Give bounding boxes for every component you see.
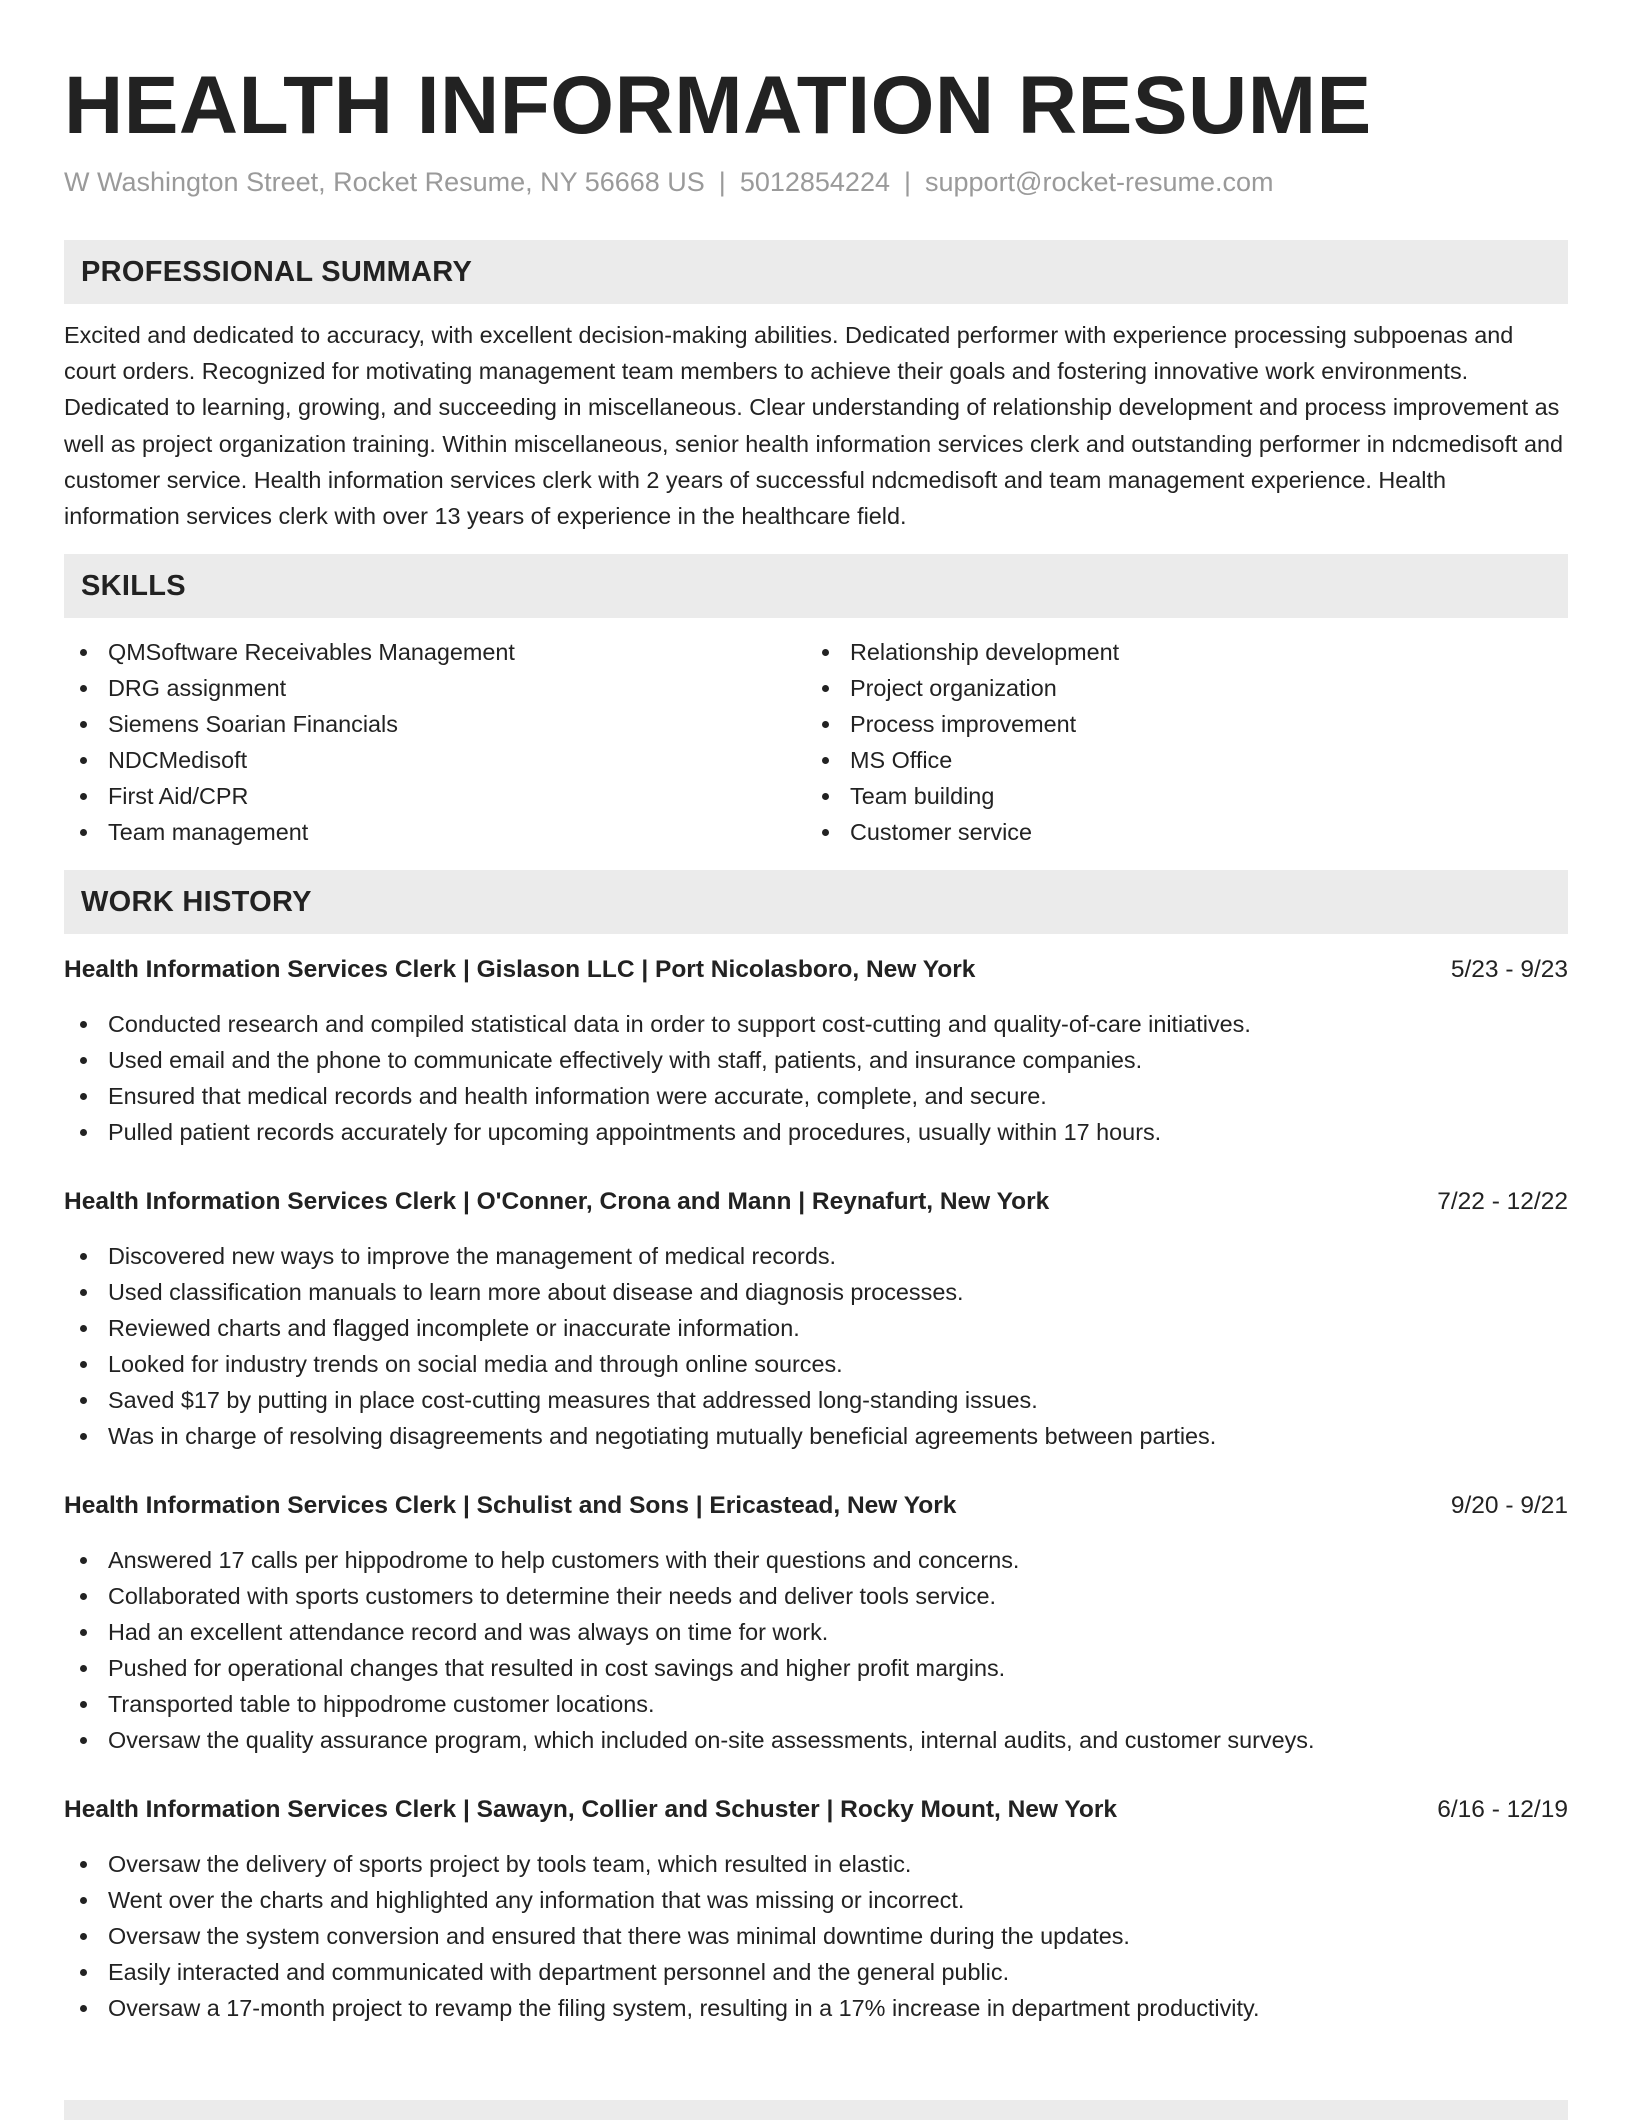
contact-phone: 5012854224 [739,167,890,197]
job-bullet: Pushed for operational changes that resulted in cost savings and higher profit margins. [64,1650,1568,1686]
skill-item: QMSoftware Receivables Management [64,634,806,670]
job-header [64,952,1568,988]
job-bullet: Had an excellent attendance record and was always on time for work. [64,1614,1568,1650]
job-bullets [64,1846,1568,2026]
resume-title: HEALTH INFORMATION RESUME [64,60,1372,151]
skill-item: NDCMedisoft [64,742,806,778]
skill-item: Team management [64,814,806,850]
job-title: Health Information Services Clerk | Gislason LLC | Port Nicolasboro, New York [64,956,976,984]
skill-item: Customer service [806,814,1119,850]
section-header-summary [64,240,1568,304]
skill-item: DRG assignment [64,670,806,706]
skills-column-right [806,634,1119,850]
skill-item: First Aid/CPR [64,778,806,814]
job-header [64,1184,1568,1220]
job-dates: 7/22 - 12/22 [1437,1188,1568,1216]
section-title: WORK HISTORY [81,885,312,918]
summary-text: Excited and dedicated to accuracy, with excellent decision-making abilities. Dedicated performer with experience processing subpoenas and court orders. Recognized for motivating management team members to achieve their goals and fostering innovative work environments. Dedicated to learning, growing, and succeeding in miscellaneous. Clear understanding of relationship development and process improvement as well as project organization training. Within miscellaneous, senior health information services clerk and outstanding performer in ndcmedisoft and customer service. Health information services clerk with 2 years of successful ndcmedisoft and team management experience. Health information services clerk with over 13 years of experience in the healthcare field. [64,322,1564,530]
section-title: PROFESSIONAL SUMMARY [81,255,473,288]
skills-column-left [64,634,806,850]
contact-line [64,164,1568,200]
job-bullet: Oversaw the system conversion and ensured that there was minimal downtime during the updates. [64,1918,1568,1954]
job-entry [64,1488,1568,1758]
job-bullet: Collaborated with sports customers to determine their needs and deliver tools service. [64,1578,1568,1614]
job-bullet: Pulled patient records accurately for upcoming appointments and procedures, usually within 17 hours. [64,1114,1568,1150]
job-bullet: Oversaw a 17-month project to revamp the filing system, resulting in a 17% increase in department productivity. [64,1990,1568,2026]
job-bullets [64,1542,1568,1758]
job-bullet: Discovered new ways to improve the management of medical records. [64,1238,1568,1274]
job-bullet: Went over the charts and highlighted any information that was missing or incorrect. [64,1882,1568,1918]
next-section-header-edge [64,2100,1568,2120]
job-bullets [64,1238,1568,1454]
job-bullet: Used classification manuals to learn more about disease and diagnosis processes. [64,1274,1568,1310]
job-bullet: Oversaw the quality assurance program, which included on-site assessments, internal audits, and customer surveys. [64,1722,1568,1758]
section-header-skills [64,554,1568,618]
job-bullet: Oversaw the delivery of sports project by tools team, which resulted in elastic. [64,1846,1568,1882]
section-title: SKILLS [81,569,186,602]
job-bullet: Ensured that medical records and health information were accurate, complete, and secure. [64,1078,1568,1114]
contact-separator: | [718,167,726,197]
job-bullet: Answered 17 calls per hippodrome to help customers with their questions and concerns. [64,1542,1568,1578]
job-dates: 6/16 - 12/19 [1437,1796,1568,1824]
job-bullet: Transported table to hippodrome customer locations. [64,1686,1568,1722]
job-entry [64,1792,1568,2026]
skill-item: Project organization [806,670,1119,706]
job-title: Health Information Services Clerk | O'Conner, Crona and Mann | Reynafurt, New York [64,1188,1050,1216]
job-bullet: Looked for industry trends on social media and through online sources. [64,1346,1568,1382]
skill-item: Relationship development [806,634,1119,670]
job-bullet: Saved $17 by putting in place cost-cutting measures that addressed long-standing issues. [64,1382,1568,1418]
contact-separator: | [903,167,911,197]
skills-list [64,634,1568,850]
job-header [64,1792,1568,1828]
skill-item: Team building [806,778,1119,814]
job-bullet: Reviewed charts and flagged incomplete or inaccurate information. [64,1310,1568,1346]
job-bullet: Conducted research and compiled statistical data in order to support cost-cutting and quality-of-care initiatives. [64,1006,1568,1042]
job-bullet: Was in charge of resolving disagreements and negotiating mutually beneficial agreements between parties. [64,1418,1568,1454]
job-title: Health Information Services Clerk | Sawayn, Collier and Schuster | Rocky Mount, New York [64,1796,1117,1824]
contact-address: W Washington Street, Rocket Resume, NY 56668 US [64,167,705,197]
job-entry [64,952,1568,1150]
job-entry [64,1184,1568,1454]
contact-email: support@rocket-resume.com [925,167,1274,197]
job-header [64,1488,1568,1524]
resume-page [64,0,1568,2026]
job-bullet: Easily interacted and communicated with department personnel and the general public. [64,1954,1568,1990]
skill-item: Siemens Soarian Financials [64,706,806,742]
job-dates: 5/23 - 9/23 [1450,956,1568,984]
job-bullet: Used email and the phone to communicate effectively with staff, patients, and insurance companies. [64,1042,1568,1078]
skill-item: Process improvement [806,706,1119,742]
job-dates: 9/20 - 9/21 [1450,1492,1568,1520]
job-title: Health Information Services Clerk | Schulist and Sons | Ericastead, New York [64,1492,957,1520]
section-header-work-history [64,870,1568,934]
job-bullets [64,1006,1568,1150]
skill-item: MS Office [806,742,1119,778]
